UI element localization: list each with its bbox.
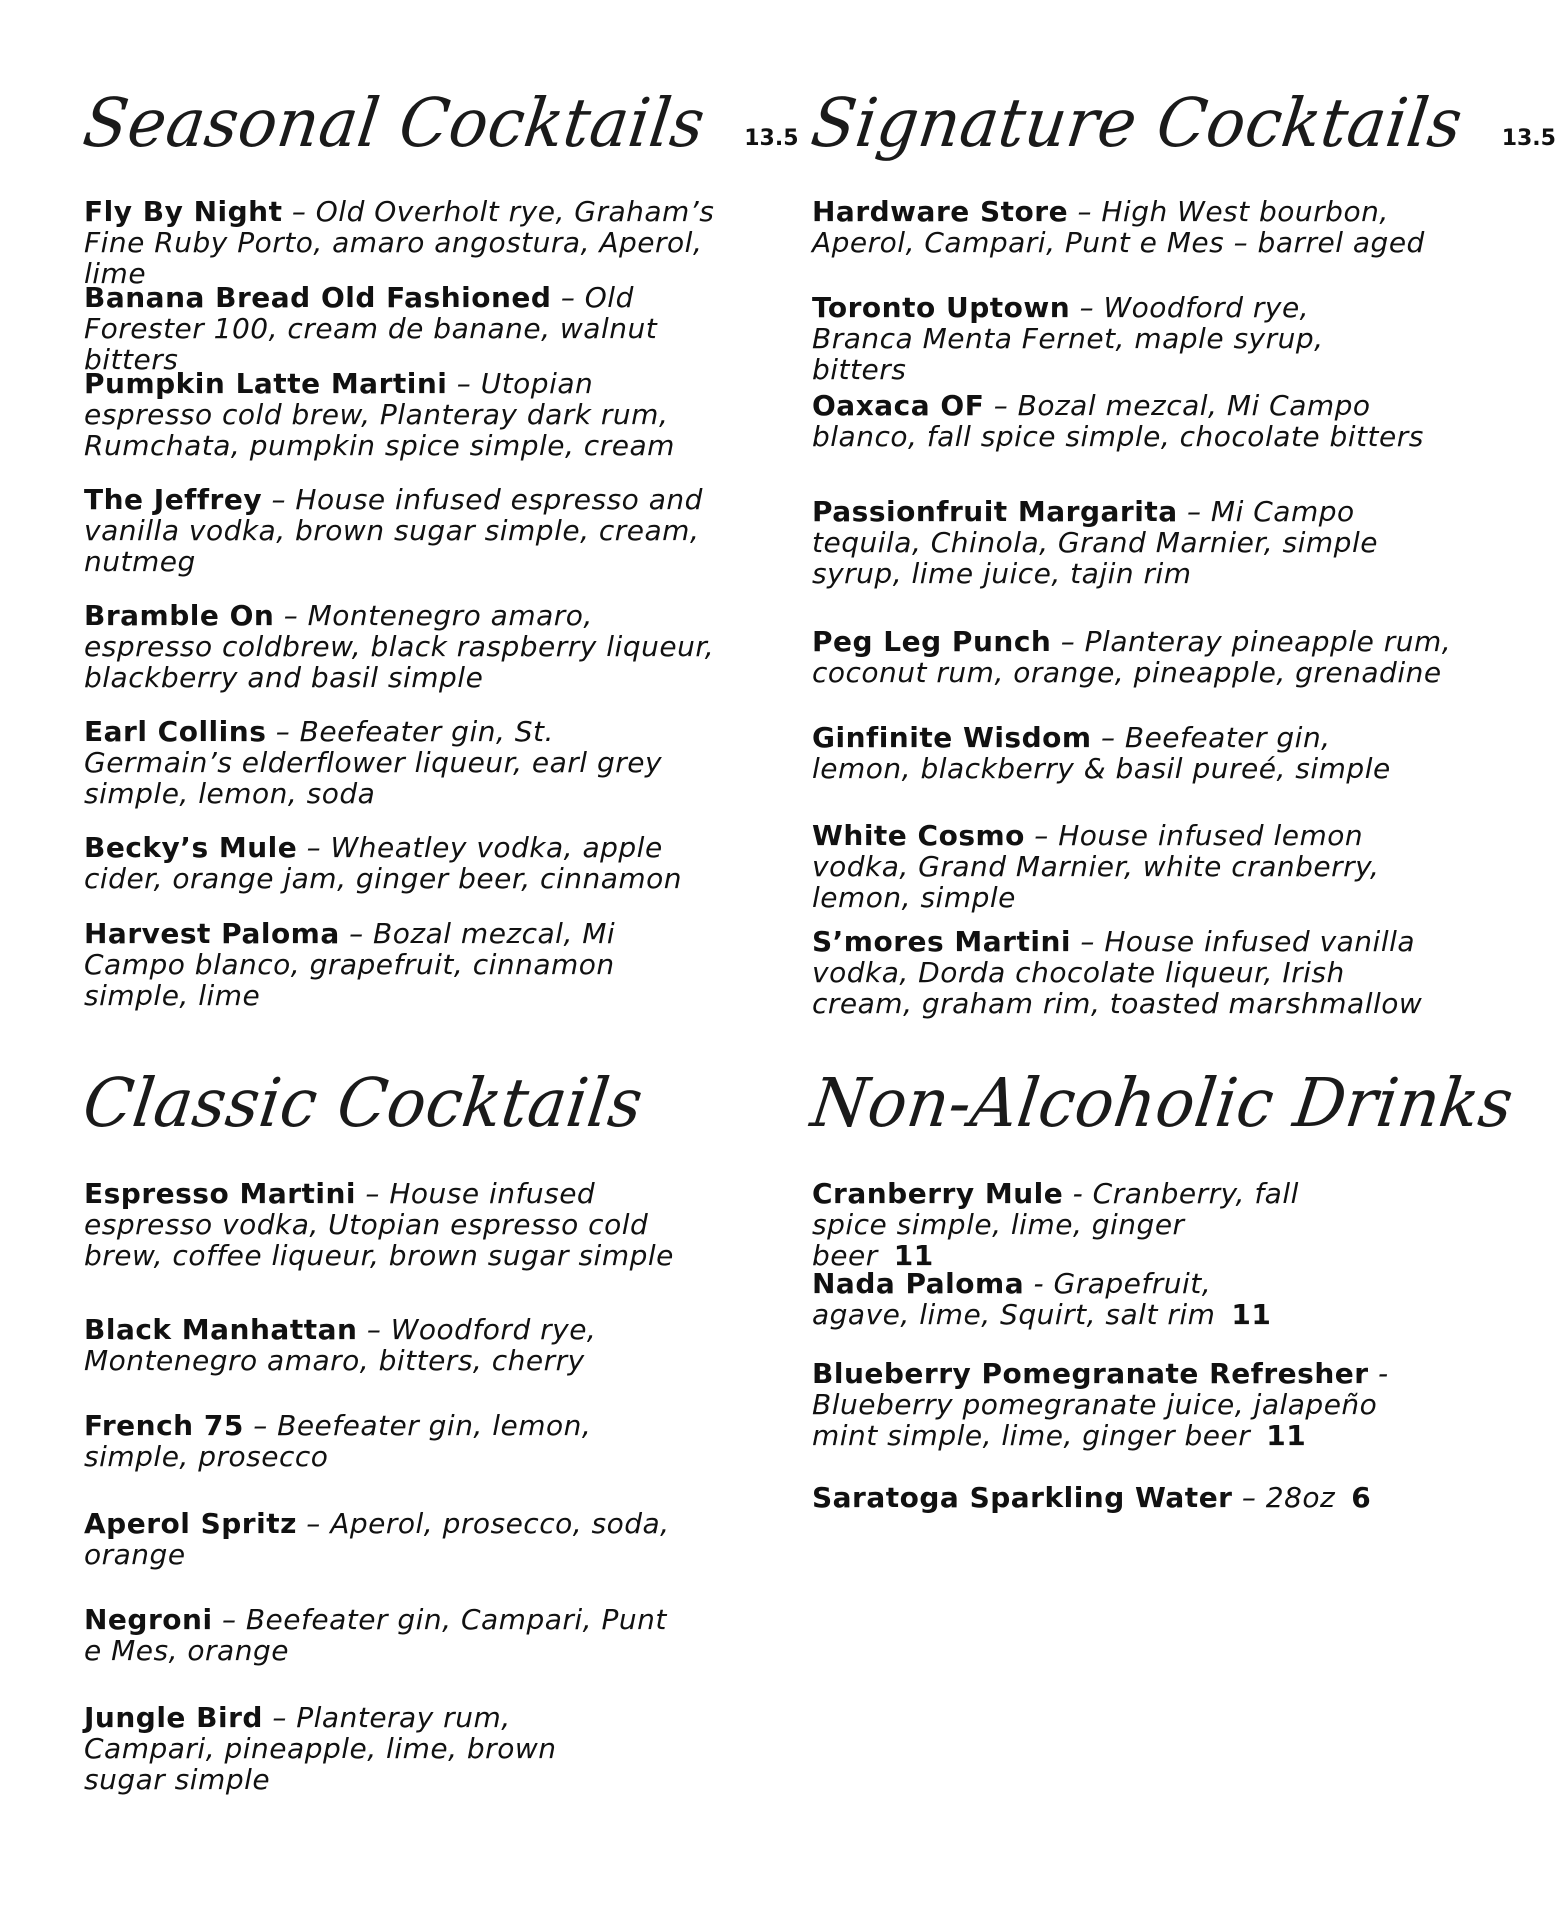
item-description: – Wheatley vodka, apple cider, orange jam, ginger beer, cinnamon [84, 831, 683, 895]
menu-item [812, 820, 1452, 913]
nonalcoholic-title: Non-Alcoholic Drinks [806, 1065, 1518, 1143]
item-name: Ginfinite Wisdom [812, 721, 1092, 754]
item-name: Harvest Paloma [84, 917, 340, 950]
item-name: Earl Collins [84, 715, 267, 748]
item-name: Jungle Bird [84, 1701, 263, 1734]
item-name: French 75 [84, 1409, 244, 1442]
signature-price: 13.5 [1501, 126, 1556, 151]
nonalcoholic-section [806, 1065, 1518, 1532]
menu-item [84, 1178, 709, 1271]
menu-item [812, 1482, 1432, 1513]
menu-item [812, 196, 1452, 258]
menu-item [84, 282, 734, 375]
nonalcoholic-header [806, 1065, 1518, 1143]
item-description: – Woodford rye, Branca Menta Fernet, maple syrup, bitters [812, 291, 1324, 386]
item-description: – Montenegro amaro, espresso coldbrew, black raspberry liqueur, blackberry and basil simple [84, 599, 715, 694]
menu-item [84, 368, 704, 461]
item-name: Espresso Martini [84, 1177, 357, 1210]
menu-item [812, 390, 1452, 452]
classic-section [78, 1065, 744, 1796]
item-description: – House infused espresso and vanilla vodka, brown sugar simple, cream, nutmeg [84, 483, 703, 578]
item-name: S’mores Martini [812, 925, 1072, 958]
item-price: 6 [1351, 1481, 1372, 1514]
menu-item [84, 1410, 704, 1472]
menu-item [84, 1604, 684, 1666]
classic-title: Classic Cocktails [78, 1065, 648, 1143]
item-name: Saratoga Sparkling Water [812, 1481, 1233, 1514]
menu-item [812, 1358, 1402, 1451]
item-description: – Planteray rum, Campari, pineapple, lime, brown sugar simple [84, 1701, 557, 1796]
item-description: – Beefeater gin, Campari, Punt e Mes, orange [84, 1603, 667, 1667]
menu-item [812, 722, 1432, 784]
menu-item [84, 484, 704, 577]
item-name: Bramble On [84, 599, 275, 632]
menu-item [812, 926, 1432, 1019]
menu-item [812, 1178, 1312, 1271]
menu-item [84, 832, 734, 894]
item-description: – House infused espresso vodka, Utopian espresso cold brew, coffee liqueur, brown sugar simple [84, 1177, 674, 1272]
item-description: – Old Overholt rye, Graham’s Fine Ruby Porto, amaro angostura, Aperol, lime [84, 195, 715, 290]
menu-item [812, 626, 1452, 688]
item-description: – Planteray pineapple rum, coconut rum, orange, pineapple, grenadine [812, 625, 1452, 689]
item-name: Peg Leg Punch [812, 625, 1052, 658]
item-name: Pumpkin Latte Martini [84, 367, 448, 400]
item-description: – Beefeater gin, lemon, simple, prosecco [84, 1409, 592, 1473]
menu-item [84, 600, 729, 693]
item-description: – Utopian espresso cold brew, Planteray dark rum, Rumchata, pumpkin spice simple, cream [84, 367, 675, 462]
item-name: Black Manhattan [84, 1313, 358, 1346]
menu-item [812, 292, 1412, 385]
item-name: Hardware Store [812, 195, 1069, 228]
item-description: – House infused lemon vodka, Grand Marnier, white cranberry, lemon, simple [812, 819, 1380, 914]
item-name: Toronto Uptown [812, 291, 1071, 324]
item-description: – Mi Campo tequila, Chinola, Grand Marnier, simple syrup, lime juice, tajin rim [812, 495, 1378, 590]
item-price: 11 [1266, 1419, 1307, 1452]
item-price: 11 [1231, 1298, 1272, 1331]
item-name: Fly By Night [84, 195, 283, 228]
seasonal-section [78, 85, 799, 1012]
signature-title: Signature Cocktails [806, 85, 1467, 163]
item-description: – Aperol, prosecco, soda, orange [84, 1507, 670, 1571]
menu-item [812, 1268, 1312, 1330]
item-description: – Bozal mezcal, Mi Campo blanco, fall spice simple, chocolate bitters [812, 389, 1424, 453]
menu-item [84, 716, 704, 809]
seasonal-price: 13.5 [744, 126, 799, 151]
menu-item [84, 918, 704, 1011]
menu-item [84, 1314, 604, 1376]
item-description: – House infused vanilla vodka, Dorda chocolate liqueur, Irish cream, graham rim, toasted marshmallow [812, 925, 1423, 1020]
item-description: - Grapefruit, agave, lime, Squirt, salt rim [812, 1267, 1216, 1331]
item-name: Oaxaca OF [812, 389, 985, 422]
item-description: - Cranberry, fall spice simple, lime, ginger beer [812, 1177, 1299, 1272]
item-name: Cranberry Mule [812, 1177, 1064, 1210]
item-description: – Bozal mezcal, Mi Campo blanco, grapefruit, cinnamon simple, lime [84, 917, 616, 1012]
menu-item [84, 1702, 644, 1795]
item-name: The Jeffrey [84, 483, 263, 516]
item-name: Nada Paloma [812, 1267, 1025, 1300]
item-description: – Woodford rye, Montenegro amaro, bitters, cherry [84, 1313, 597, 1377]
item-description: – Beefeater gin, lemon, blackberry & basil pureé, simple [812, 721, 1391, 785]
signature-header [806, 85, 1556, 163]
seasonal-header [78, 85, 799, 163]
seasonal-title: Seasonal Cocktails [78, 85, 710, 163]
item-name: Becky’s Mule [84, 831, 298, 864]
signature-section [806, 85, 1556, 1032]
item-description: - Blueberry pomegranate juice, jalapeño mint simple, lime, ginger beer [812, 1357, 1389, 1452]
item-name: Passionfruit Margarita [812, 495, 1178, 528]
item-description: – High West bourbon, Aperol, Campari, Punt e Mes – barrel aged [812, 195, 1425, 259]
item-description: – 28oz [1232, 1481, 1336, 1514]
item-price: 11 [893, 1239, 934, 1272]
item-description: – Beefeater gin, St. Germain’s elderflower liqueur, earl grey simple, lemon, soda [84, 715, 663, 810]
item-name: Blueberry Pomegranate Refresher [812, 1357, 1369, 1390]
menu-item [84, 196, 734, 289]
item-name: Aperol Spritz [84, 1507, 297, 1540]
menu-item [84, 1508, 684, 1570]
item-name: Banana Bread Old Fashioned [84, 281, 552, 314]
item-description: – Old Forester 100, cream de banane, walnut bitters [84, 281, 658, 376]
item-name: White Cosmo [812, 819, 1025, 852]
classic-header [78, 1065, 744, 1143]
item-name: Negroni [84, 1603, 213, 1636]
menu-item [812, 496, 1442, 589]
